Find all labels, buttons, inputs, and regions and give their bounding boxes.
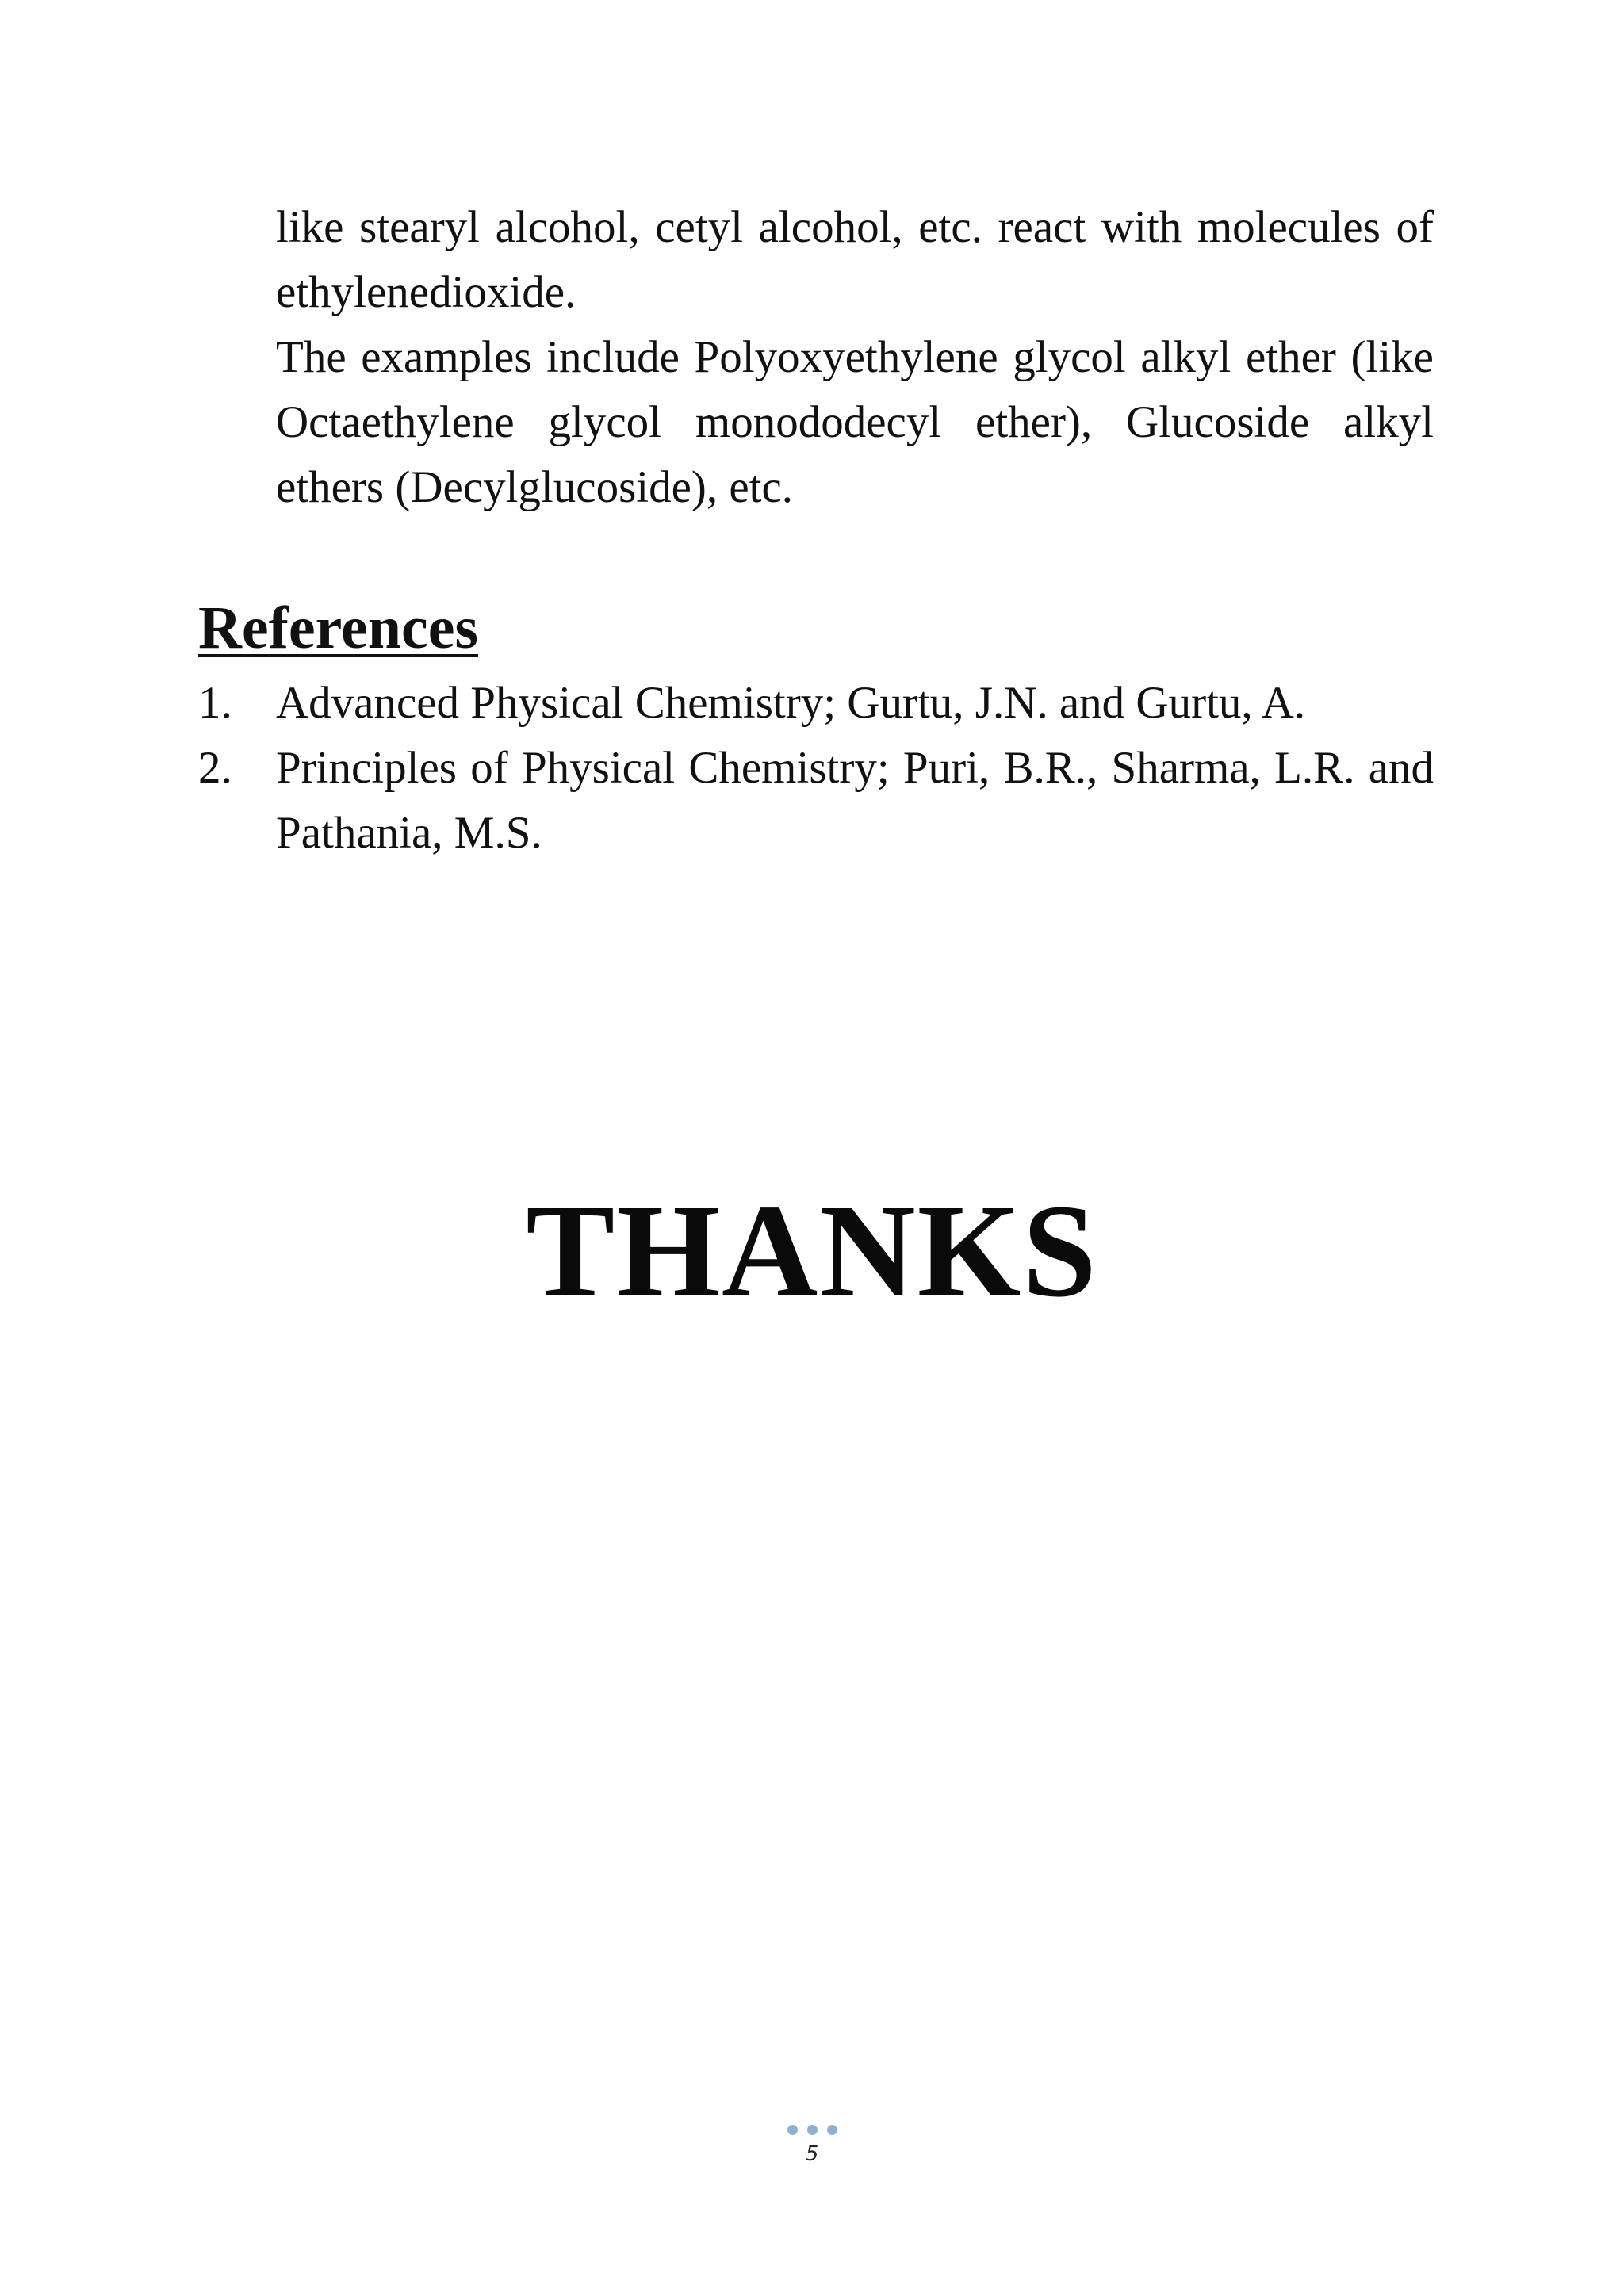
reference-number: 2. [198,743,232,793]
reference-number: 1. [198,678,232,728]
reference-text: Principles of Physical Chemistry; Puri, B.R., Sharma, L.R. and Pathania, M.S. [276,743,1434,858]
page-number: 5 [805,2142,819,2166]
paragraph: like stearyl alcohol, cetyl alcohol, etc. react with molecules of ethylenedioxide. [276,202,1434,317]
paragraph: The examples include Polyoxyethylene glycol alkyl ether (like Octaethylene glycol monododecyl ether), Glucoside alkyl ethers (Decylglucoside), etc. [276,332,1434,512]
reference-item [198,671,1434,736]
dot-icon [787,2125,798,2135]
reference-item [198,736,1434,866]
body-text [276,195,1434,520]
references-heading: References [198,595,479,661]
references-list [198,671,1434,866]
dot-icon [827,2125,837,2135]
footer-dots-icon [0,2125,1624,2135]
thanks-title: THANKS [526,1177,1098,1325]
dot-icon [807,2125,818,2135]
reference-text: Advanced Physical Chemistry; Gurtu, J.N. and Gurtu, A. [276,678,1306,728]
